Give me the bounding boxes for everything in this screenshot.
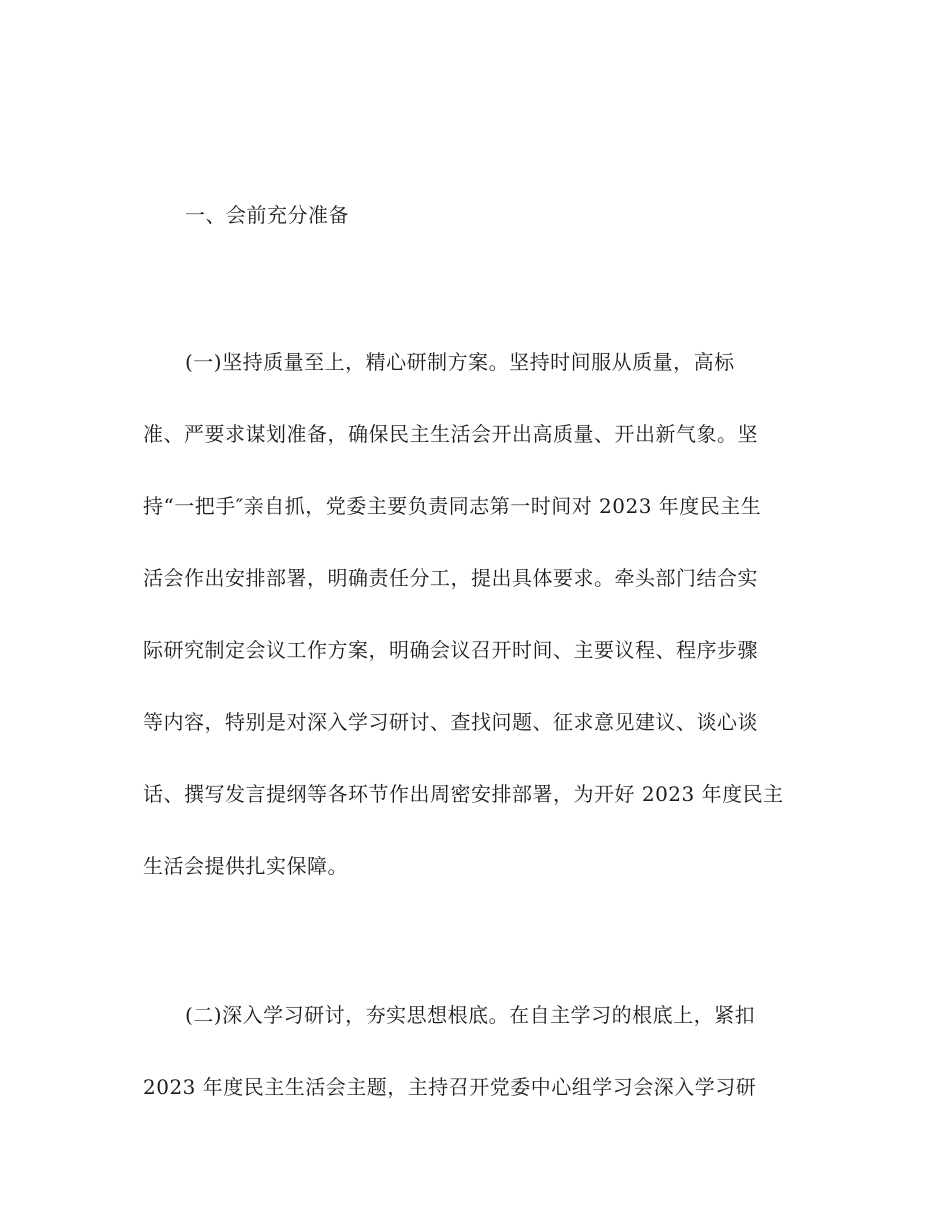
paragraph-line: 话、撰写发言提纲等各环节作出周密安排部署，为开好 2023 年度民主 (143, 782, 784, 806)
paragraph-line: 际研究制定会议工作方案，明确会议召开时间、主要议程、程序步骤 (143, 638, 758, 662)
paragraph-line: 生活会提供扎实保障。 (143, 854, 348, 878)
paragraph-line: (一)坚持质量至上，精心研制方案。坚持时间服从质量，高标 (185, 350, 735, 374)
paragraph-line: 活会作出安排部署，明确责任分工，提出具体要求。牵头部门结合实 (143, 566, 758, 590)
paragraph-line: 准、严要求谋划准备，确保民主生活会开出高质量、开出新气象。坚 (143, 422, 758, 446)
paragraph-line: 2023 年度民主生活会主题，主持召开党委中心组学习会深入学习研 (143, 1075, 757, 1099)
paragraph-line: (二)深入学习研讨，夯实思想根底。在自主学习的根底上，紧扣 (185, 1003, 756, 1027)
section-heading: 一、会前充分准备 (185, 203, 349, 227)
paragraph-line: 等内容，特别是对深入学习研讨、查找问题、征求意见建议、谈心谈 (143, 710, 758, 734)
paragraph-line: 持“一把手″亲自抓，党委主要负责同志第一时间对 2023 年度民主生 (143, 494, 762, 518)
